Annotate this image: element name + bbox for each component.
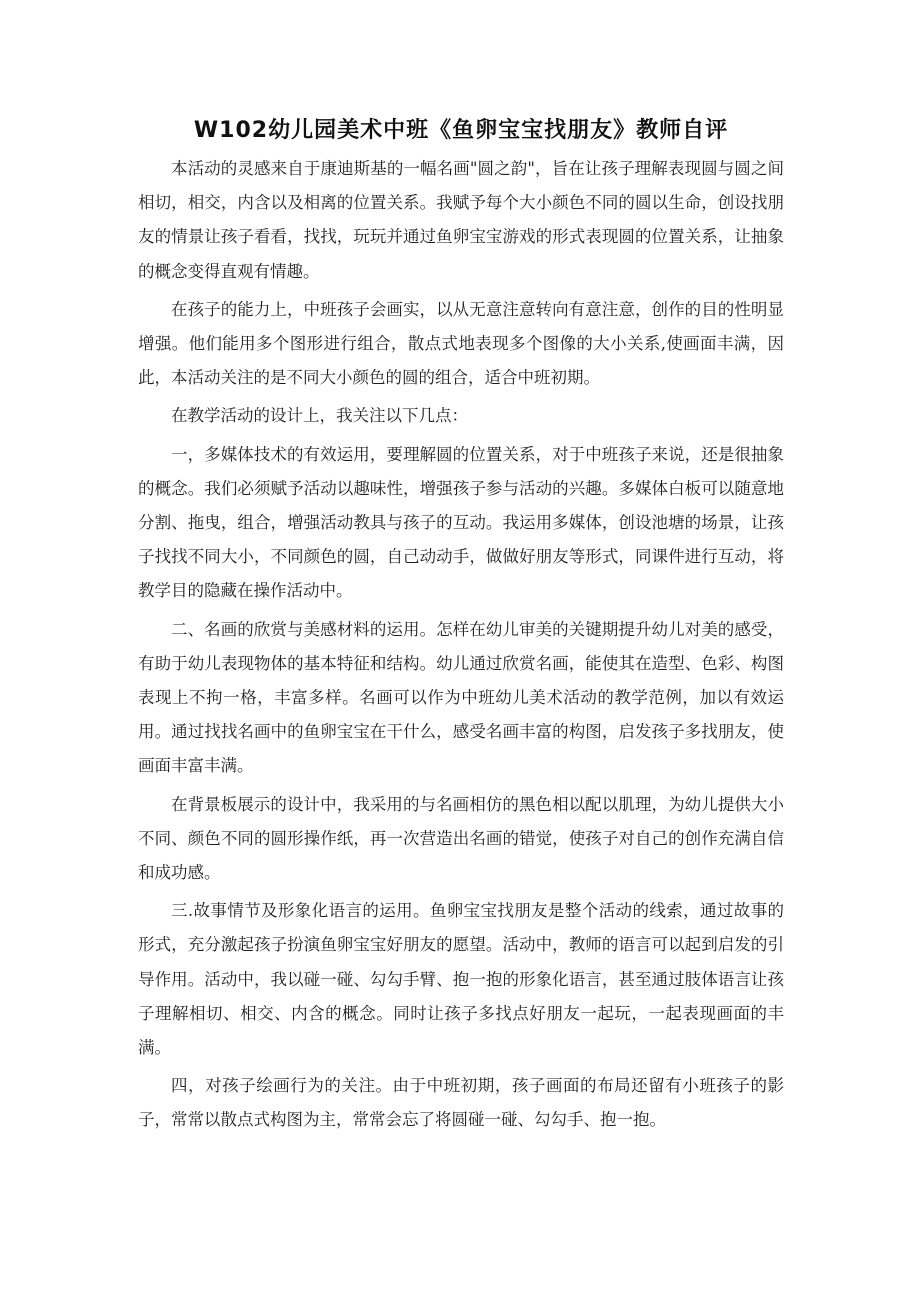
paragraph-inspiration: 本活动的灵感来自于康迪斯基的一幅名画"圆之韵"，旨在让孩子理解表现圆与圆之间相切，相交，内含以及相离的位置关系。我赋予每个大小颜色不同的圆以生命，创设找朋友的情景让孩子看看，找找，玩玩并通过鱼卵宝宝游戏的形式表现圆的位置关系，让抽象的概念变得直观有情趣。	[138, 159, 784, 281]
paragraph-design-intro: 在教学活动的设计上，我关注以下几点：	[171, 406, 468, 426]
paragraph-point-three: 三.故事情节及形象化语言的运用。鱼卵宝宝找朋友是整个活动的线索，通过故事的形式，充分激起孩子扮演鱼卵宝宝好朋友的愿望。活动中，教师的语言可以起到启发的引导作用。活动中，我以碰一碰、勾勾手臂、抱一抱的形象化语言，甚至通过肢体语言让孩子理解相切、相交、内含的概念。同时让孩子多找点好朋友一起玩，一起表现画面的丰满。	[138, 901, 784, 1058]
paragraph-background-board: 在背景板展示的设计中，我采用的与名画相仿的黑色相以配以肌理，为幼儿提供大小不同、颜色不同的圆形操作纸，再一次营造出名画的错觉，使孩子对自己的创作充满自信和成功感。	[138, 794, 784, 883]
paragraph-point-four: 四，对孩子绘画行为的关注。由于中班初期，孩子画面的布局还留有小班孩子的影子，常常以散点式构图为主，常常会忘了将圆碰一碰、勾勾手、抱一抱。	[138, 1076, 784, 1130]
paragraph-ability: 在孩子的能力上，中班孩子会画实，以从无意注意转向有意注意，创作的目的性明显增强。他们能用多个图形进行组合，散点式地表现多个图像的大小关系,使画面丰满，因此，本活动关注的是不同大小颜色的圆的组合，适合中班初期。	[138, 299, 784, 388]
paragraph-point-one: 一，多媒体技术的有效运用，要理解圆的位置关系，对于中班孩子来说，还是很抽象的概念。我们必须赋予活动以趣味性，增强孩子参与活动的兴趣。多媒体白板可以随意地分割、拖曳，组合，增强活动教具与孩子的互动。我运用多媒体，创设池塘的场景，让孩子找找不同大小，不同颜色的圆，自己动动手，做做好朋友等形式，同课件进行互动，将教学目的隐藏在操作活动中。	[138, 444, 784, 601]
document-title: W102幼儿园美术中班《鱼卵宝宝找朋友》教师自评	[193, 118, 729, 143]
document-page	[138, 110, 784, 1142]
paragraph-point-two: 二、名画的欣赏与美感材料的运用。怎样在幼儿审美的关键期提升幼儿对美的感受，有助于幼儿表现物体的基本特征和结构。幼儿通过欣赏名画，能使其在造型、色彩、构图表现上不拘一格，丰富多样。名画可以作为中班幼儿美术活动的教学范例，加以有效运用。通过找找名画中的鱼卵宝宝在干什么，感受名画丰富的构图，启发孩子多找朋友，使画面丰富丰满。	[138, 619, 784, 776]
